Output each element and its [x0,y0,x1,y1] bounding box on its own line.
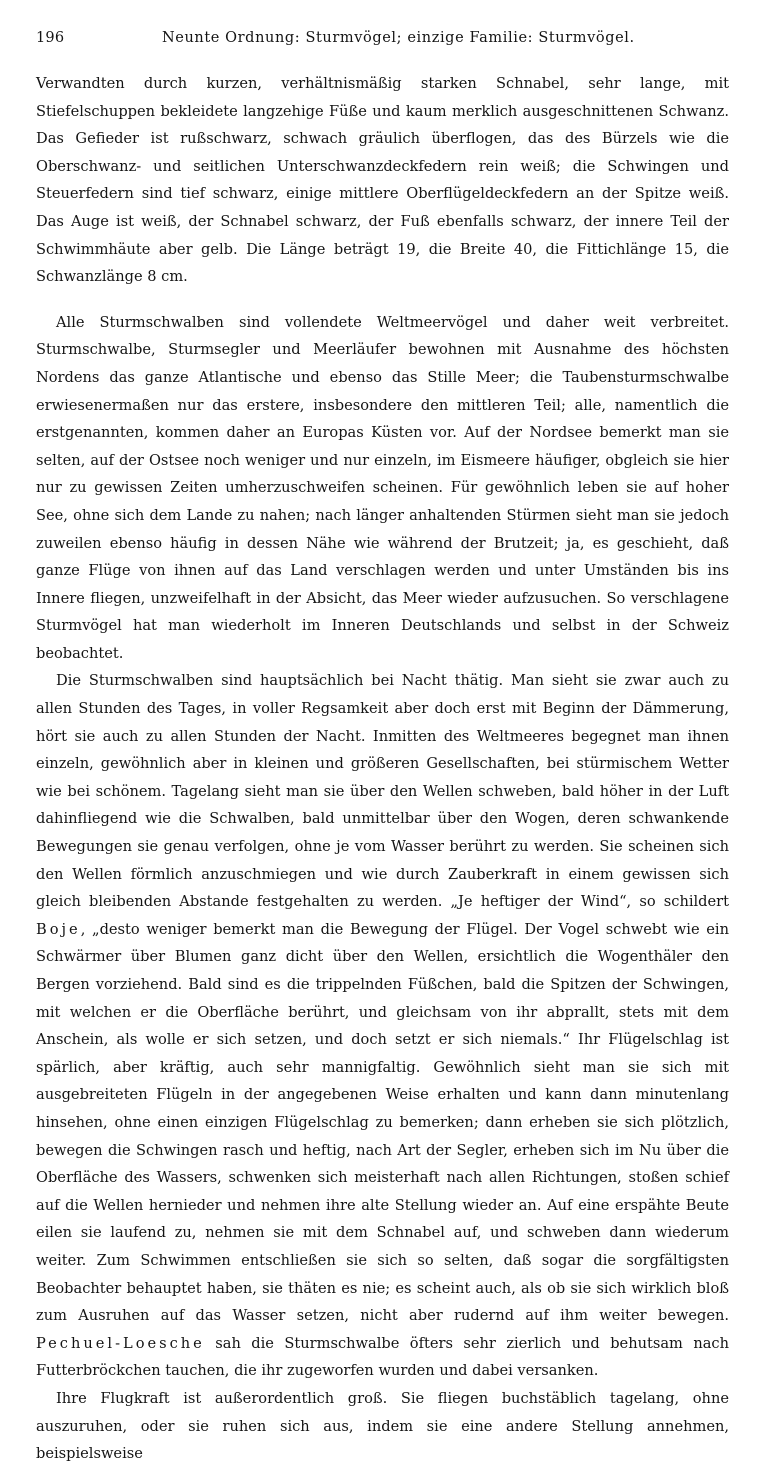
author-name-pechuel-loesche: Pechuel-Loesche [36,1334,205,1352]
page-number: 196 [36,30,65,46]
paragraph-behaviour-text-2: , „desto weniger bemerkt man die Bewegung der Flügel. Der Vogel schwebt wie ein Schwärmer über Blumen ganz dicht über den Wellen, ersichtlich die Wogenthäler den Bergen vorziehend. Bald sind es die trippelnden Füßchen, bald die Spitzen der Schwingen, mit welchen er die Oberfläche berührt, und gleichsam von ihr abprallt, stets mit dem Anschein, als wolle er sich setzen, und doch setzt er sich niemals.“ Ihr Flügelschlag ist spärlich, aber kräftig, auch sehr mannigfaltig. Gewöhnlich sieht man sie sich mit ausgebreiteten Flügeln in der angegebenen Weise erhalten und kann dann minutenlang hinsehen, ohne einen einzigen Flügelschlag zu bemerken; dann erheben sie sich plötzlich, bewegen die Schwingen rasch und heftig, nach Art der Segler, erheben sich im Nu über die Oberfläche des Wassers, schwenken sich meisterhaft nach allen Richtungen, stoßen schief auf die Wellen hernieder und nehmen ihre alte Stellung wieder an. Auf eine erspähte Beute eilen sie laufend zu, nehmen sie mit dem Schnabel auf, und schweben dann wiederum weiter. Zum Schwimmen entschließen sie sich so selten, daß sogar die sorgfältigsten Beobachter behauptet haben, sie thäten es nie; es scheint auch, als ob sie sich wirklich bloß zum Ausruhen auf das Wasser setzen, nicht aber rudernd auf ihm weiter bewegen. [36,920,729,1325]
running-head-title: Neunte Ordnung: Sturmvögel; einzige Familie: Sturmvögel. [162,30,635,46]
paragraph-distribution: Alle Sturmschwalben sind vollendete Weltmeervögel und daher weit verbreitet. Sturmschwalbe, Sturmsegler und Meerläufer bewohnen mit Ausnahme des höchsten Nordens das ganze Atlantische und ebenso das Stille Meer; die Taubensturmschwalbe erwiesenermaßen nur das erstere, insbesondere den mittleren Teil; alle, namentlich die erstgenannten, kommen daher an Europas Küsten vor. Auf der Nordsee bemerkt man sie selten, auf der Ostsee noch weniger und nur einzeln, im Eismeere häufiger, obgleich sie hier nur zu gewissen Zeiten umherzuschweifen scheinen. Für gewöhnlich leben sie auf hoher See, ohne sich dem Lande zu nahen; nach länger anhaltenden Stürmen sieht man sie jedoch zuweilen ebenso häufig in dessen Nähe wie während der Brutzeit; ja, es geschieht, daß ganze Flüge von ihnen auf das Land verschlagen werden und unter Umständen bis ins Innere fliegen, unzweifelhaft in der Absicht, das Meer wieder aufzusuchen. So verschlagene Sturmvögel hat man wiederholt im Inneren Deutschlands und selbst in der Schweiz beobachtet. [36,313,729,662]
paragraph-plumage: Verwandten durch kurzen, verhältnismäßig starken Schnabel, sehr lange, mit Stiefelschuppen bekleidete langzehige Füße und kaum merklich ausgeschnittenen Schwanz. Das Gefieder ist rußschwarz, schwach gräulich überflogen, das des Bürzels wie die Oberschwanz- und seitlichen Unterschwanzdeckfedern rein weiß; die Schwingen und Steuerfedern sind tief schwarz, einige mittlere Oberflügeldeckfedern an der Spitze weiß. Das Auge ist weiß, der Schnabel schwarz, der Fuß ebenfalls schwarz, der innere Teil der Schwimmhäute aber gelb. Die Länge beträgt 19, die Breite 40, die Fittichlänge 15, die Schwanzlänge 8 cm. [36,75,729,286]
running-head [36,30,729,56]
paragraph-flight: Ihre Flugkraft ist außerordentlich groß. Sie fliegen buchstäblich tagelang, ohne auszuruhen, oder sie ruhen sich aus, indem sie eine andere Stellung annehmen, beispielsweise [36,1389,729,1463]
author-name-boje: Boje [36,920,81,938]
paragraph-behaviour [36,667,729,1384]
paragraph-behaviour-text-1: Die Sturmschwalben sind hauptsächlich bei Nacht thätig. Man sieht sie zwar auch zu allen Stunden des Tages, in voller Regsamkeit aber doch erst mit Beginn der Dämmerung, hört sie auch zu allen Stunden der Nacht. Inmitten des Weltmeeres begegnet man ihnen einzeln, gewöhnlich aber in kleinen und größeren Gesellschaften, bei stürmischem Wetter wie bei schönem. Tagelang sieht man sie über den Wellen schweben, bald höher in der Luft dahinfliegend wie die Schwalben, bald unmittelbar über den Wogen, deren schwankende Bewegungen sie genau verfolgen, ohne je vom Wasser berührt zu werden. Sie scheinen sich den Wellen förmlich anzuschmiegen und wie durch Zauberkraft in einem gewissen sich gleich bleibenden Abstande festgehalten zu werden. „Je heftiger der Wind“, so schildert [36,672,729,911]
paragraph-behaviour-text-3: sah die Sturmschwalbe öfters sehr zierlich und behutsam nach Futterbröckchen tauchen, die ihr zugeworfen wurden und dabei versanken. [36,1334,729,1380]
body-text [36,70,729,1468]
